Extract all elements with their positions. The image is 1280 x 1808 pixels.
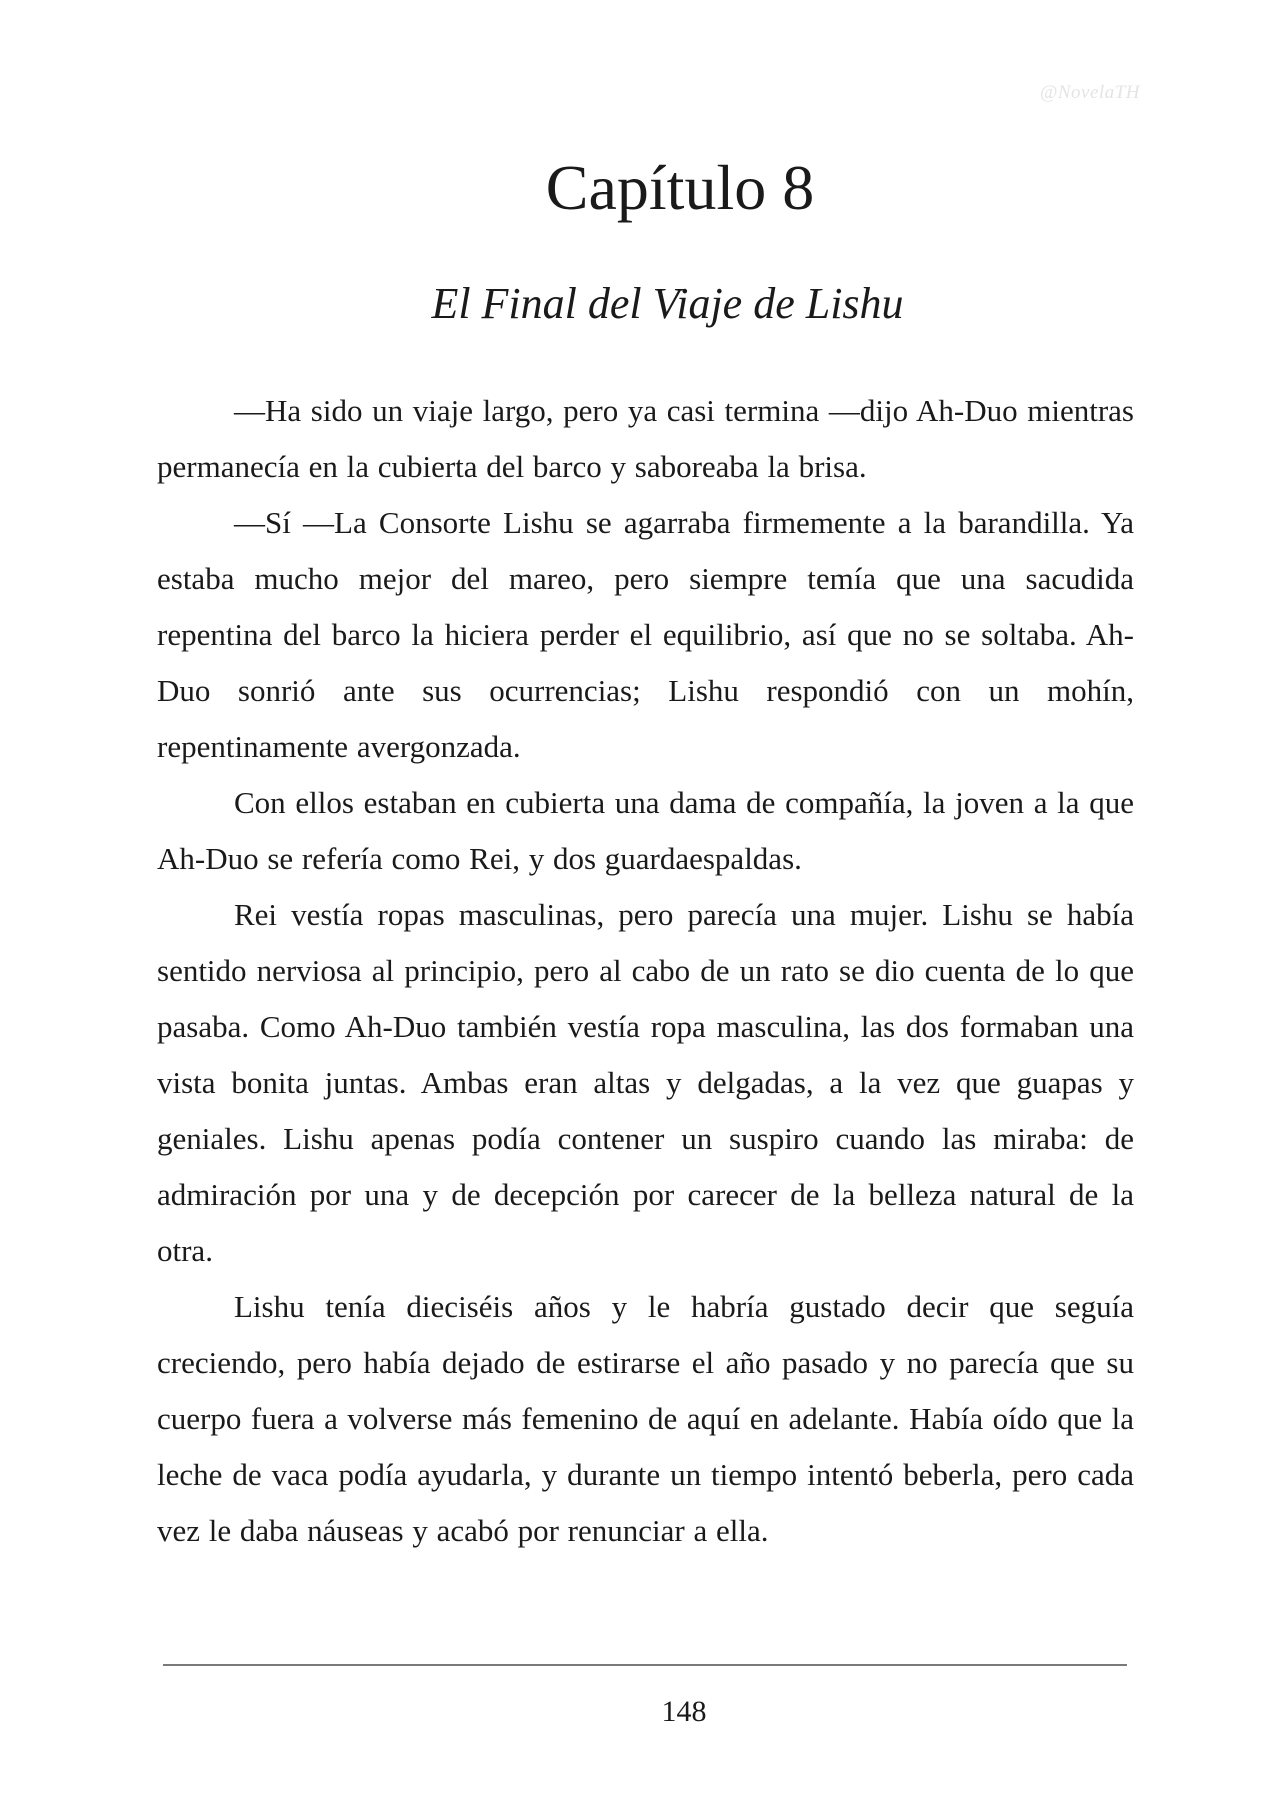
- page-number: 148: [661, 1695, 707, 1728]
- paragraph: Con ellos estaban en cubierta una dama de compañía, la joven a la que Ah-Duo se refería como Rei, y dos guardaespaldas.: [157, 785, 1134, 876]
- paragraph: —Ha sido un viaje largo, pero ya casi termina —dijo Ah-Duo mientras permanecía en la cubierta del barco y saboreaba la brisa.: [157, 393, 1134, 484]
- paragraph: Lishu tenía dieciséis años y le habría gustado decir que seguía creciendo, pero había dejado de estirarse el año pasado y no parecía que su cuerpo fuera a volverse más femenino de aquí en adelante. Había oído que la leche de vaca podía ayudarla, y durante un tiempo intentó beberla, pero cada vez le daba náuseas y acabó por renunciar a ella.: [157, 1289, 1134, 1548]
- watermark: @NovelaTH: [1039, 82, 1140, 103]
- footer-divider: [163, 1664, 1127, 1666]
- paragraph: —Sí —La Consorte Lishu se agarraba firmemente a la barandilla. Ya estaba mucho mejor del mareo, pero siempre temía que una sacudida repentina del barco la hiciera perder el equilibrio, así que no se soltaba. Ah-Duo sonrió ante sus ocurrencias; Lishu respondió con un mohín, repentinamente avergonzada.: [157, 505, 1134, 764]
- paragraph: Rei vestía ropas masculinas, pero parecía una mujer. Lishu se había sentido nerviosa al principio, pero al cabo de un rato se dio cuenta de lo que pasaba. Como Ah-Duo también vestía ropa masculina, las dos formaban una vista bonita juntas. Ambas eran altas y delgadas, a la vez que guapas y geniales. Lishu apenas podía contener un suspiro cuando las miraba: de admiración por una y de decepción por carecer de la belleza natural de la otra.: [157, 897, 1134, 1268]
- body-text: [157, 383, 1134, 1559]
- chapter-subtitle: El Final del Viaje de Lishu: [431, 279, 904, 328]
- chapter-title: Capítulo 8: [545, 152, 815, 223]
